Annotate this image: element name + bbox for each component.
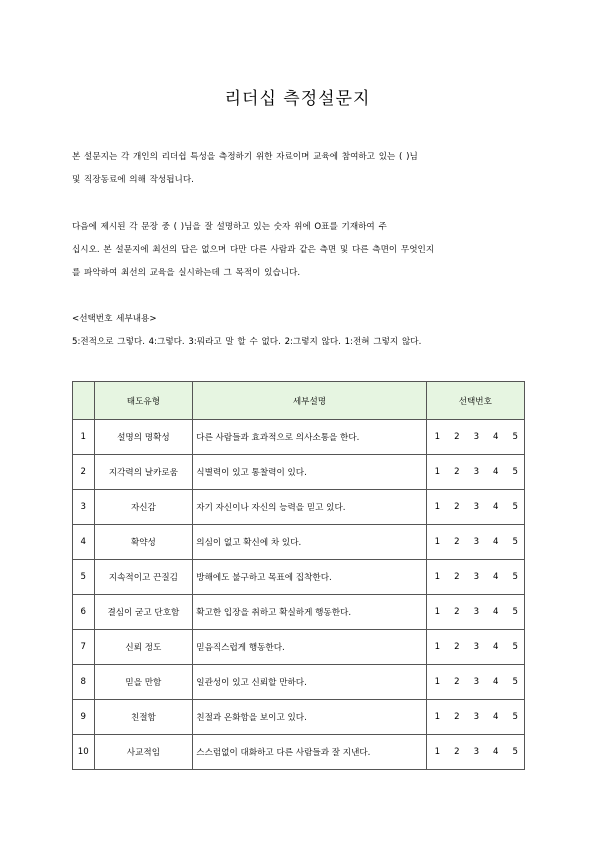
choice-option-2[interactable]: 2 <box>454 432 460 442</box>
table-row <box>73 455 525 490</box>
instruction-paragraph <box>72 216 524 285</box>
choice-option-5[interactable]: 5 <box>512 642 518 652</box>
instruction-line: 십시오. 본 설문지에 최선의 답은 없으며 다만 다른 사람과 같은 측면 및 다른 측면이 무엇인지 <box>72 245 435 255</box>
choice-cell <box>426 455 524 490</box>
legend-heading: <선택번호 세부내용> <box>72 314 157 324</box>
choice-option-4[interactable]: 4 <box>493 537 499 547</box>
row-number: 9 <box>73 700 95 735</box>
table-row <box>73 420 525 455</box>
choice-option-3[interactable]: 3 <box>473 677 480 687</box>
choice-option-5[interactable]: 5 <box>512 747 518 757</box>
detail-description: 믿음직스럽게 행동한다. <box>193 630 426 665</box>
detail-description: 식별력이 있고 통찰력이 있다. <box>193 455 426 490</box>
choice-cell <box>426 665 524 700</box>
attitude-type: 믿을 만함 <box>94 665 193 700</box>
choice-option-2[interactable]: 2 <box>454 502 460 512</box>
attitude-type: 자신감 <box>94 490 193 525</box>
choice-option-3[interactable]: 3 <box>473 607 480 617</box>
choice-option-2[interactable]: 2 <box>454 572 460 582</box>
choice-cell <box>426 735 524 770</box>
choice-option-5[interactable]: 5 <box>512 432 518 442</box>
choice-option-3[interactable]: 3 <box>473 712 480 722</box>
choice-option-5[interactable]: 5 <box>512 502 518 512</box>
choice-cell <box>426 490 524 525</box>
choice-scale <box>427 747 524 757</box>
detail-description: 의심이 없고 확신에 차 있다. <box>193 525 426 560</box>
choice-option-3[interactable]: 3 <box>473 747 480 757</box>
header-desc: 세부설명 <box>193 382 426 420</box>
choice-scale <box>427 607 524 617</box>
choice-option-4[interactable]: 4 <box>493 642 499 652</box>
choice-option-3[interactable]: 3 <box>473 502 480 512</box>
attitude-type: 설명의 명확성 <box>94 420 193 455</box>
choice-cell <box>426 630 524 665</box>
choice-option-3[interactable]: 3 <box>473 642 480 652</box>
row-number: 8 <box>73 665 95 700</box>
choice-option-2[interactable]: 2 <box>454 467 460 477</box>
choice-scale <box>427 502 524 512</box>
choice-scale <box>427 572 524 582</box>
choice-option-2[interactable]: 2 <box>454 712 460 722</box>
choice-option-1[interactable]: 1 <box>434 502 441 512</box>
row-number: 2 <box>73 455 95 490</box>
choice-option-5[interactable]: 5 <box>512 607 518 617</box>
instruction-line: 를 파악하여 최선의 교육을 실시하는데 그 목적이 있습니다. <box>72 268 301 278</box>
survey-table <box>72 381 525 770</box>
table-row <box>73 630 525 665</box>
choice-option-5[interactable]: 5 <box>512 712 518 722</box>
choice-option-4[interactable]: 4 <box>493 747 499 757</box>
choice-option-1[interactable]: 1 <box>434 537 441 547</box>
header-choice: 선택번호 <box>426 382 524 420</box>
table-row <box>73 560 525 595</box>
detail-description: 스스럼없이 대화하고 다른 사람들과 잘 지낸다. <box>193 735 426 770</box>
row-number: 5 <box>73 560 95 595</box>
choice-cell <box>426 525 524 560</box>
choice-option-1[interactable]: 1 <box>434 677 441 687</box>
table-header-row <box>73 382 525 420</box>
choice-option-5[interactable]: 5 <box>512 677 518 687</box>
choice-cell <box>426 420 524 455</box>
row-number: 3 <box>73 490 95 525</box>
detail-description: 일관성이 있고 신뢰할 만하다. <box>193 665 426 700</box>
choice-option-2[interactable]: 2 <box>454 747 460 757</box>
choice-option-1[interactable]: 1 <box>434 747 441 757</box>
detail-description: 자기 자신이나 자신의 능력을 믿고 있다. <box>193 490 426 525</box>
choice-option-5[interactable]: 5 <box>512 467 518 477</box>
choice-scale <box>427 677 524 687</box>
choice-option-2[interactable]: 2 <box>454 642 460 652</box>
choice-option-4[interactable]: 4 <box>493 502 499 512</box>
choice-option-2[interactable]: 2 <box>454 537 460 547</box>
choice-scale <box>427 712 524 722</box>
choice-option-4[interactable]: 4 <box>493 467 499 477</box>
choice-option-2[interactable]: 2 <box>454 677 460 687</box>
choice-scale <box>427 642 524 652</box>
attitude-type: 지속적이고 끈질김 <box>94 560 193 595</box>
instruction-line: 다음에 제시된 각 문장 중 ( )님을 잘 설명하고 있는 숫자 위에 O표를 기재하여 주 <box>72 222 387 232</box>
header-type: 태도유형 <box>94 382 193 420</box>
row-number: 7 <box>73 630 95 665</box>
detail-description: 확고한 입장을 취하고 확실하게 행동한다. <box>193 595 426 630</box>
choice-option-1[interactable]: 1 <box>434 467 441 477</box>
choice-option-5[interactable]: 5 <box>512 572 518 582</box>
intro-paragraph <box>72 146 524 192</box>
choice-option-4[interactable]: 4 <box>493 712 499 722</box>
attitude-type: 신뢰 정도 <box>94 630 193 665</box>
choice-scale <box>427 467 524 477</box>
choice-option-3[interactable]: 3 <box>473 572 480 582</box>
legend-text: 5:전적으로 그렇다. 4:그렇다. 3:뭐라고 말 할 수 없다. 2:그렇지 않다. 1:전혀 그렇지 않다. <box>72 337 422 347</box>
header-no <box>73 382 95 420</box>
page-title: 리더십 측정설문지 <box>224 89 371 109</box>
detail-description: 방해에도 불구하고 목표에 집착한다. <box>193 560 426 595</box>
row-number: 6 <box>73 595 95 630</box>
choice-option-5[interactable]: 5 <box>512 537 518 547</box>
choice-scale <box>427 432 524 442</box>
attitude-type: 사교적임 <box>94 735 193 770</box>
table-row <box>73 595 525 630</box>
attitude-type: 지각력의 날카로움 <box>94 455 193 490</box>
choice-option-3[interactable]: 3 <box>473 537 480 547</box>
choice-cell <box>426 700 524 735</box>
choice-option-1[interactable]: 1 <box>434 572 441 582</box>
table-row <box>73 490 525 525</box>
choice-cell <box>426 560 524 595</box>
choice-option-4[interactable]: 4 <box>493 432 499 442</box>
choice-cell <box>426 595 524 630</box>
choice-option-1[interactable]: 1 <box>434 712 441 722</box>
choice-option-3[interactable]: 3 <box>473 432 480 442</box>
table-row <box>73 525 525 560</box>
attitude-type: 확약성 <box>94 525 193 560</box>
choice-option-4[interactable]: 4 <box>493 677 499 687</box>
choice-option-4[interactable]: 4 <box>493 572 499 582</box>
choice-option-1[interactable]: 1 <box>434 642 441 652</box>
choice-scale <box>427 537 524 547</box>
row-number: 1 <box>73 420 95 455</box>
choice-option-1[interactable]: 1 <box>434 607 441 617</box>
row-number: 4 <box>73 525 95 560</box>
intro-line: 및 직장동료에 의해 작성됩니다. <box>72 175 194 185</box>
table-row <box>73 665 525 700</box>
attitude-type: 결심이 굳고 단호함 <box>94 595 193 630</box>
choice-option-2[interactable]: 2 <box>454 607 460 617</box>
choice-option-3[interactable]: 3 <box>473 467 480 477</box>
choice-option-1[interactable]: 1 <box>434 432 441 442</box>
attitude-type: 친절함 <box>94 700 193 735</box>
legend-section <box>72 308 524 354</box>
intro-line: 본 설문지는 각 개인의 리더쉽 특성을 측정하기 위한 자료이며 교육에 참여하고 있는 ( )님 <box>72 152 418 162</box>
row-number: 10 <box>73 735 95 770</box>
choice-option-4[interactable]: 4 <box>493 607 499 617</box>
table-row <box>73 700 525 735</box>
detail-description: 다른 사람들과 효과적으로 의사소통을 한다. <box>193 420 426 455</box>
table-row <box>73 735 525 770</box>
detail-description: 친절과 온화함을 보이고 있다. <box>193 700 426 735</box>
